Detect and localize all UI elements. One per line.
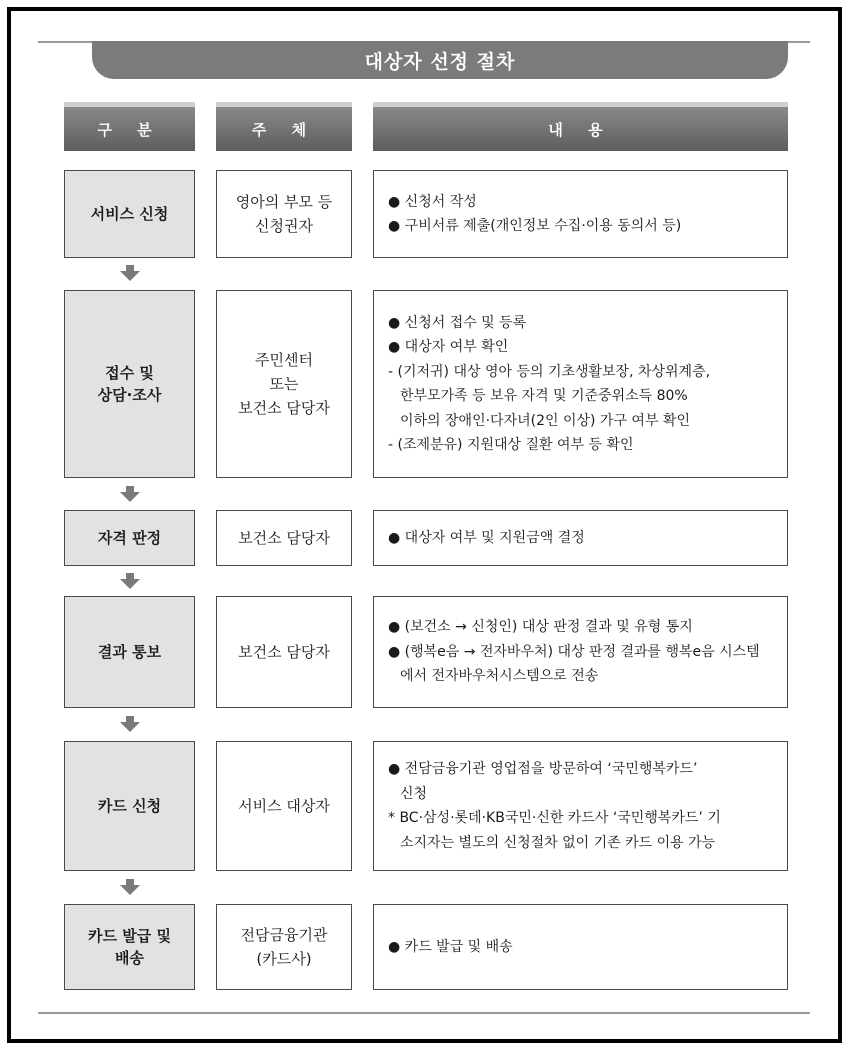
step-category: 카드 신청 xyxy=(64,741,195,871)
down-arrow-icon xyxy=(120,716,140,732)
down-arrow-icon xyxy=(120,486,140,502)
content-line: 에서 전자바우처시스템으로 전송 xyxy=(400,668,599,685)
down-arrow-icon xyxy=(120,265,140,281)
header-subject: 주 체 xyxy=(216,107,352,151)
step-subject: 보건소 담당자 xyxy=(216,510,352,566)
content-line: ● 구비서류 제출(개인정보 수집·이용 동의서 등) xyxy=(388,218,682,234)
content-line: ● 대상자 여부 및 지원금액 결정 xyxy=(388,529,585,546)
content-line: ● 전담금융기관 영업점을 방문하여 ‘국민행복카드’ xyxy=(388,761,698,777)
step-content xyxy=(373,510,788,566)
content-line: ● (보건소 → 신청인) 대상 판정 결과 및 유형 통지 xyxy=(388,619,693,636)
content-line: ● 대상자 여부 확인 xyxy=(388,339,509,355)
step-subject: 전담금융기관 (카드사) xyxy=(216,904,352,990)
step-content xyxy=(373,904,788,990)
content-line: ● (행복e음 → 전자바우처) 대상 판정 결과를 행복e음 시스템 xyxy=(388,643,760,660)
content-line: - (조제분유) 지원대상 질환 여부 등 확인 xyxy=(388,437,634,453)
page-title: 대상자 선정 절차 xyxy=(92,41,788,79)
content-line: - (기저귀) 대상 영아 등의 기초생활보장, 차상위계층, xyxy=(388,363,711,380)
step-category: 결과 통보 xyxy=(64,596,195,708)
content-line: 한부모가족 등 보유 자격 및 기준중위소득 80% xyxy=(400,388,688,404)
step-subject: 영아의 부모 등 신청권자 xyxy=(216,170,352,258)
content-line: 이하의 장애인·다자녀(2인 이상) 가구 여부 확인 xyxy=(400,412,690,429)
content-line: 신청 xyxy=(400,785,428,802)
header-category: 구 분 xyxy=(64,107,195,151)
down-arrow-icon xyxy=(120,879,140,895)
content-line: 소지자는 별도의 신청절차 없이 기존 카드 이용 가능 xyxy=(400,834,716,851)
content-line: ● 신청서 작성 xyxy=(388,193,477,210)
step-category: 서비스 신청 xyxy=(64,170,195,258)
header-content: 내 용 xyxy=(373,107,788,151)
step-category: 접수 및 상담·조사 xyxy=(64,290,195,478)
step-subject: 보건소 담당자 xyxy=(216,596,352,708)
step-subject: 주민센터 또는 보건소 담당자 xyxy=(216,290,352,478)
content-line: * BC·삼성·롯데·KB국민·신한 카드사 ‘국민행복카드’ 기 xyxy=(388,810,721,826)
content-line: ● 카드 발급 및 배송 xyxy=(388,938,513,955)
step-subject: 서비스 대상자 xyxy=(216,741,352,871)
step-content xyxy=(373,596,788,708)
down-arrow-icon xyxy=(120,573,140,589)
content-line: ● 신청서 접수 및 등록 xyxy=(388,314,527,331)
step-category: 카드 발급 및 배송 xyxy=(64,904,195,990)
step-content xyxy=(373,170,788,258)
bottom-rule xyxy=(38,1012,810,1014)
step-content xyxy=(373,290,788,478)
step-category: 자격 판정 xyxy=(64,510,195,566)
step-content xyxy=(373,741,788,871)
